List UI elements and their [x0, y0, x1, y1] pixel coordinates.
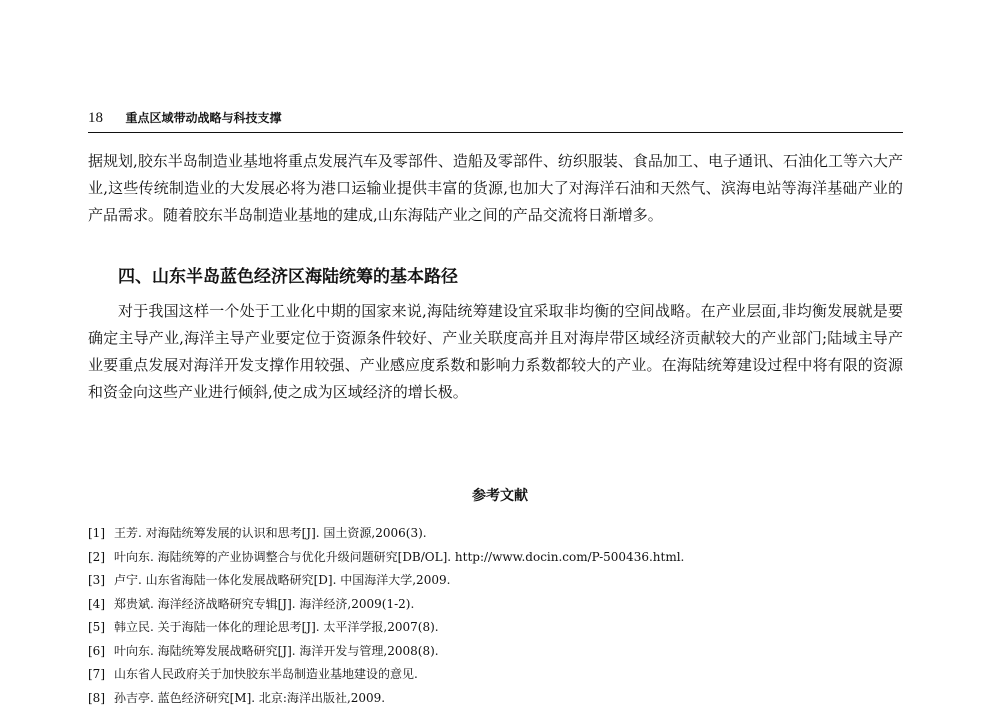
reference-text: 郑贵斌. 海洋经济战略研究专辑[J]. 海洋经济,2009(1-2).: [114, 596, 415, 611]
references-heading: 参考文献: [472, 488, 528, 504]
reference-number: [1]: [88, 526, 105, 540]
reference-number: [6]: [88, 643, 105, 658]
reference-number: [2]: [88, 549, 105, 564]
reference-item: [88, 522, 903, 546]
reference-number: [5]: [88, 620, 105, 634]
body-paragraph-2: 对于我国这样一个处于工业化中期的国家来说,海陆统筹建设宜采取非均衡的空间战略。在产业层面,非均衡发展就是要确定主导产业,海洋主导产业要定位于资源条件较好、产业关联度高并且对海岸带区域经济贡献较大的产业部门;陆域主导产业要重点发展对海洋开发支撑作用较强、产业感应度系数和影响力系数都较大的产业。在海陆统筹建设过程中将有限的资源和资金向这些产业进行倾斜,使之成为区域经济的增长极。: [88, 302, 903, 401]
page-header: [88, 108, 903, 130]
reference-text: 卢宁. 山东省海陆一体化发展战略研究[D]. 中国海洋大学,2009.: [114, 573, 451, 587]
reference-number: [4]: [88, 596, 105, 611]
reference-text: 王芳. 对海陆统筹发展的认识和思考[J]. 国土资源,2006(3).: [114, 526, 427, 540]
reference-text: 韩立民. 关于海陆一体化的理论思考[J]. 太平洋学报,2007(8).: [114, 620, 439, 634]
page-number: 18: [88, 110, 103, 126]
reference-item: [88, 546, 903, 570]
running-title: 重点区域带动战略与科技支撑: [125, 111, 282, 125]
body-paragraph-1: 据规划,胶东半岛制造业基地将重点发展汽车及零部件、造船及零部件、纺织服装、食品加工、电子通讯、石油化工等六大产业,这些传统制造业的大发展必将为港口运输业提供丰富的货源,也加大了对海洋石油和天然气、滨海电站等海洋基础产业的产品需求。随着胶东半岛制造业基地的建成,山东海陆产业之间的产品交流将日渐增多。: [88, 152, 903, 224]
reference-text: 叶向东. 海陆统筹发展战略研究[J]. 海洋开发与管理,2008(8).: [114, 643, 439, 658]
reference-text: 孙吉亭. 蓝色经济研究[M]. 北京:海洋出版社,2009.: [114, 690, 386, 705]
reference-item: [88, 640, 903, 664]
reference-item: [88, 663, 903, 687]
reference-item: [88, 593, 903, 617]
section-heading: 四、山东半岛蓝色经济区海陆统筹的基本路径: [118, 267, 458, 287]
reference-number: [8]: [88, 690, 105, 705]
reference-number: [3]: [88, 573, 105, 587]
reference-item: [88, 569, 903, 593]
reference-text: 山东省人民政府关于加快胶东半岛制造业基地建设的意见.: [114, 667, 418, 681]
reference-item: [88, 616, 903, 640]
reference-text: 叶向东. 海陆统筹的产业协调整合与优化升级问题研究[DB/OL]. http://www.docin.com/P-500436.html.: [114, 549, 685, 564]
reference-list: [88, 522, 903, 710]
header-rule: [88, 132, 903, 133]
reference-item: [88, 687, 903, 711]
reference-number: [7]: [88, 667, 105, 681]
